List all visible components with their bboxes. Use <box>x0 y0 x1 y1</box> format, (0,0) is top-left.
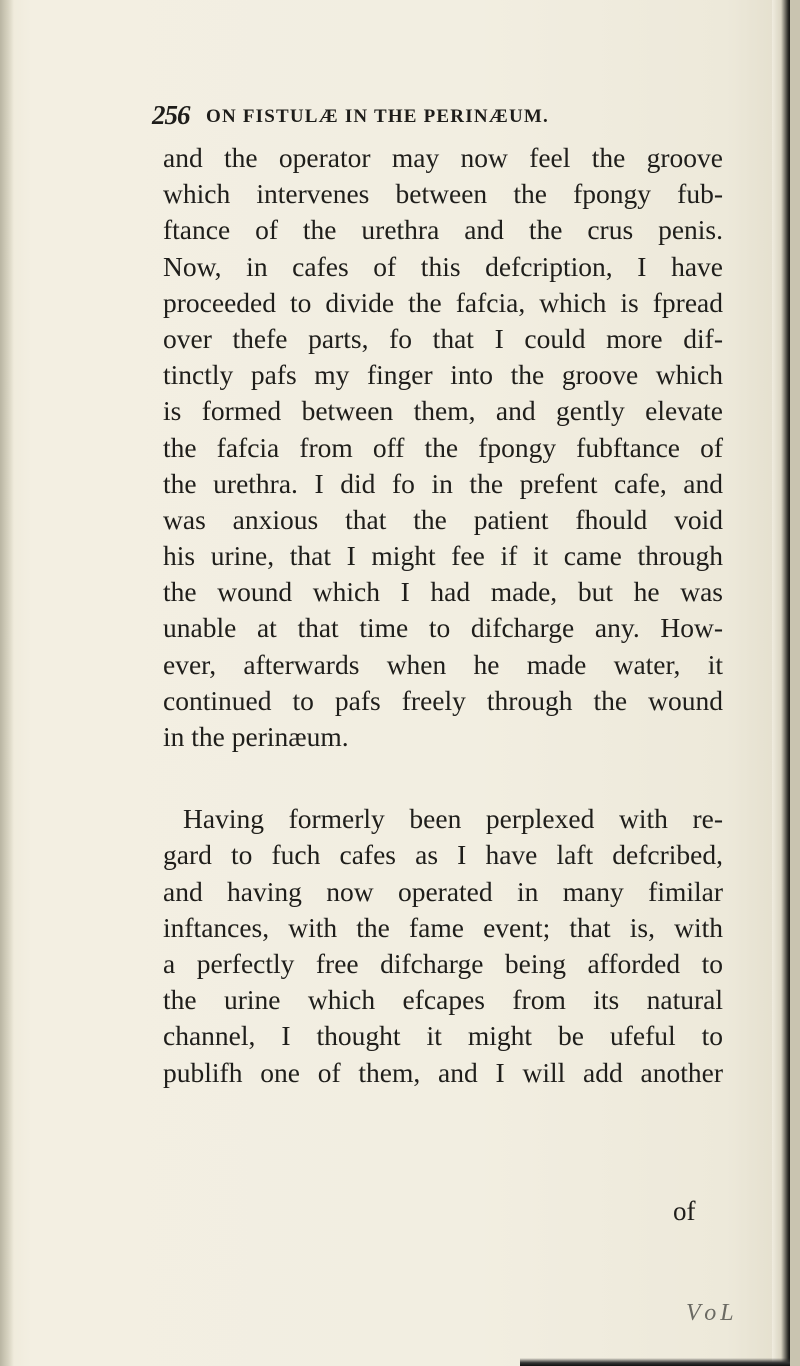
text-line: a perfectly free difcharge being afforded to <box>163 947 723 979</box>
text-line: inftances, with the fame event; that is, with <box>163 911 723 943</box>
text-line: channel, I thought it might be ufeful to <box>163 1020 723 1052</box>
page-bottom-shadow <box>520 1358 790 1366</box>
signature-mark: V o L <box>686 1300 733 1326</box>
text-line: which intervenes between the fpongy fub- <box>163 178 723 210</box>
paragraph-2 <box>163 801 723 1091</box>
text-line: and having now operated in many fimilar <box>163 875 723 907</box>
text-line: and the operator may now feel the groove <box>163 142 723 173</box>
body-text <box>163 140 723 1091</box>
text-line: in the perinæum. <box>163 721 349 752</box>
text-line: the urine which efcapes from its natural <box>163 984 723 1016</box>
text-line: gard to fuch cafes as I have laft defcribed, <box>163 839 723 871</box>
text-line: is formed between them, and gently elevate <box>163 395 723 427</box>
page-gutter-shadow <box>0 0 14 1366</box>
text-line: publifh one of them, and I will add another <box>163 1056 723 1088</box>
text-line: tinctly pafs my finger into the groove which <box>163 359 723 391</box>
page-header <box>152 96 712 136</box>
text-line: ever, afterwards when he made water, it <box>163 648 723 680</box>
text-line: the wound which I had made, but he was <box>163 576 723 608</box>
text-line: his urine, that I might fee if it came through <box>163 540 723 572</box>
running-head: ON FISTULÆ IN THE PERINÆUM. <box>206 106 549 127</box>
paragraph-1 <box>163 140 723 755</box>
page-number: 256 <box>152 100 190 130</box>
text-line: unable at that time to difcharge any. How- <box>163 612 723 644</box>
text-line: over thefe parts, fo that I could more dif- <box>163 322 723 354</box>
text-line: proceeded to divide the fafcia, which is fpread <box>163 286 723 318</box>
text-line: continued to pafs freely through the wound <box>163 684 723 716</box>
text-line: was anxious that the patient fhould void <box>163 503 723 535</box>
text-line: the fafcia from off the fpongy fubftance of <box>163 431 723 463</box>
page-edge-shadow <box>772 0 790 1366</box>
catchword: of <box>673 1196 696 1226</box>
text-line: the urethra. I did fo in the prefent cafe, and <box>163 467 723 499</box>
text-line: Having formerly been perplexed with re- <box>183 803 723 835</box>
paragraph-gap <box>163 755 723 801</box>
text-line: ftance of the urethra and the crus penis. <box>163 214 723 246</box>
text-line: Now, in cafes of this defcription, I have <box>163 250 723 282</box>
